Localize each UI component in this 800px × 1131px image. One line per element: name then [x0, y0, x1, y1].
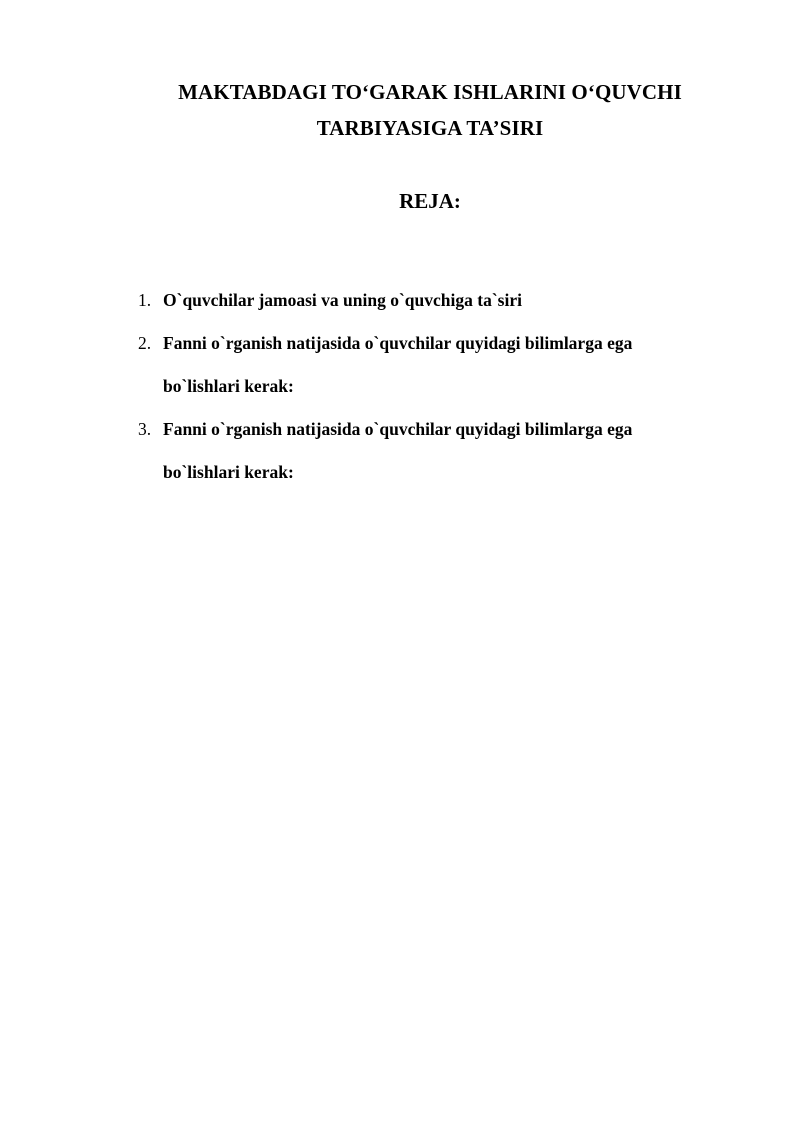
plan-item-number: 2.	[138, 333, 152, 353]
title-line-1: MAKTABDAGI TO‘GARAK ISHLARINI O‘QUVCHI	[178, 80, 682, 104]
title-line-2: TARBIYASIGA TA’SIRI	[316, 116, 544, 140]
plan-heading: REJA:	[399, 189, 461, 213]
plan-item-text: O`quvchilar jamoasi va uning o`quvchiga ta`siri	[163, 290, 522, 310]
plan-item-number: 3.	[138, 419, 152, 439]
plan-item-1	[138, 279, 718, 322]
plan-item-3	[138, 408, 718, 494]
document-title	[130, 74, 730, 146]
plan-list	[138, 279, 718, 494]
plan-item-text: Fanni o`rganish natijasida o`quvchilar quyidagi bilimlarga ega bo`lishlari kerak:	[163, 419, 633, 482]
plan-item-text: Fanni o`rganish natijasida o`quvchilar quyidagi bilimlarga ega bo`lishlari kerak:	[163, 333, 633, 396]
plan-item-number: 1.	[138, 290, 152, 310]
plan-item-2	[138, 322, 718, 408]
